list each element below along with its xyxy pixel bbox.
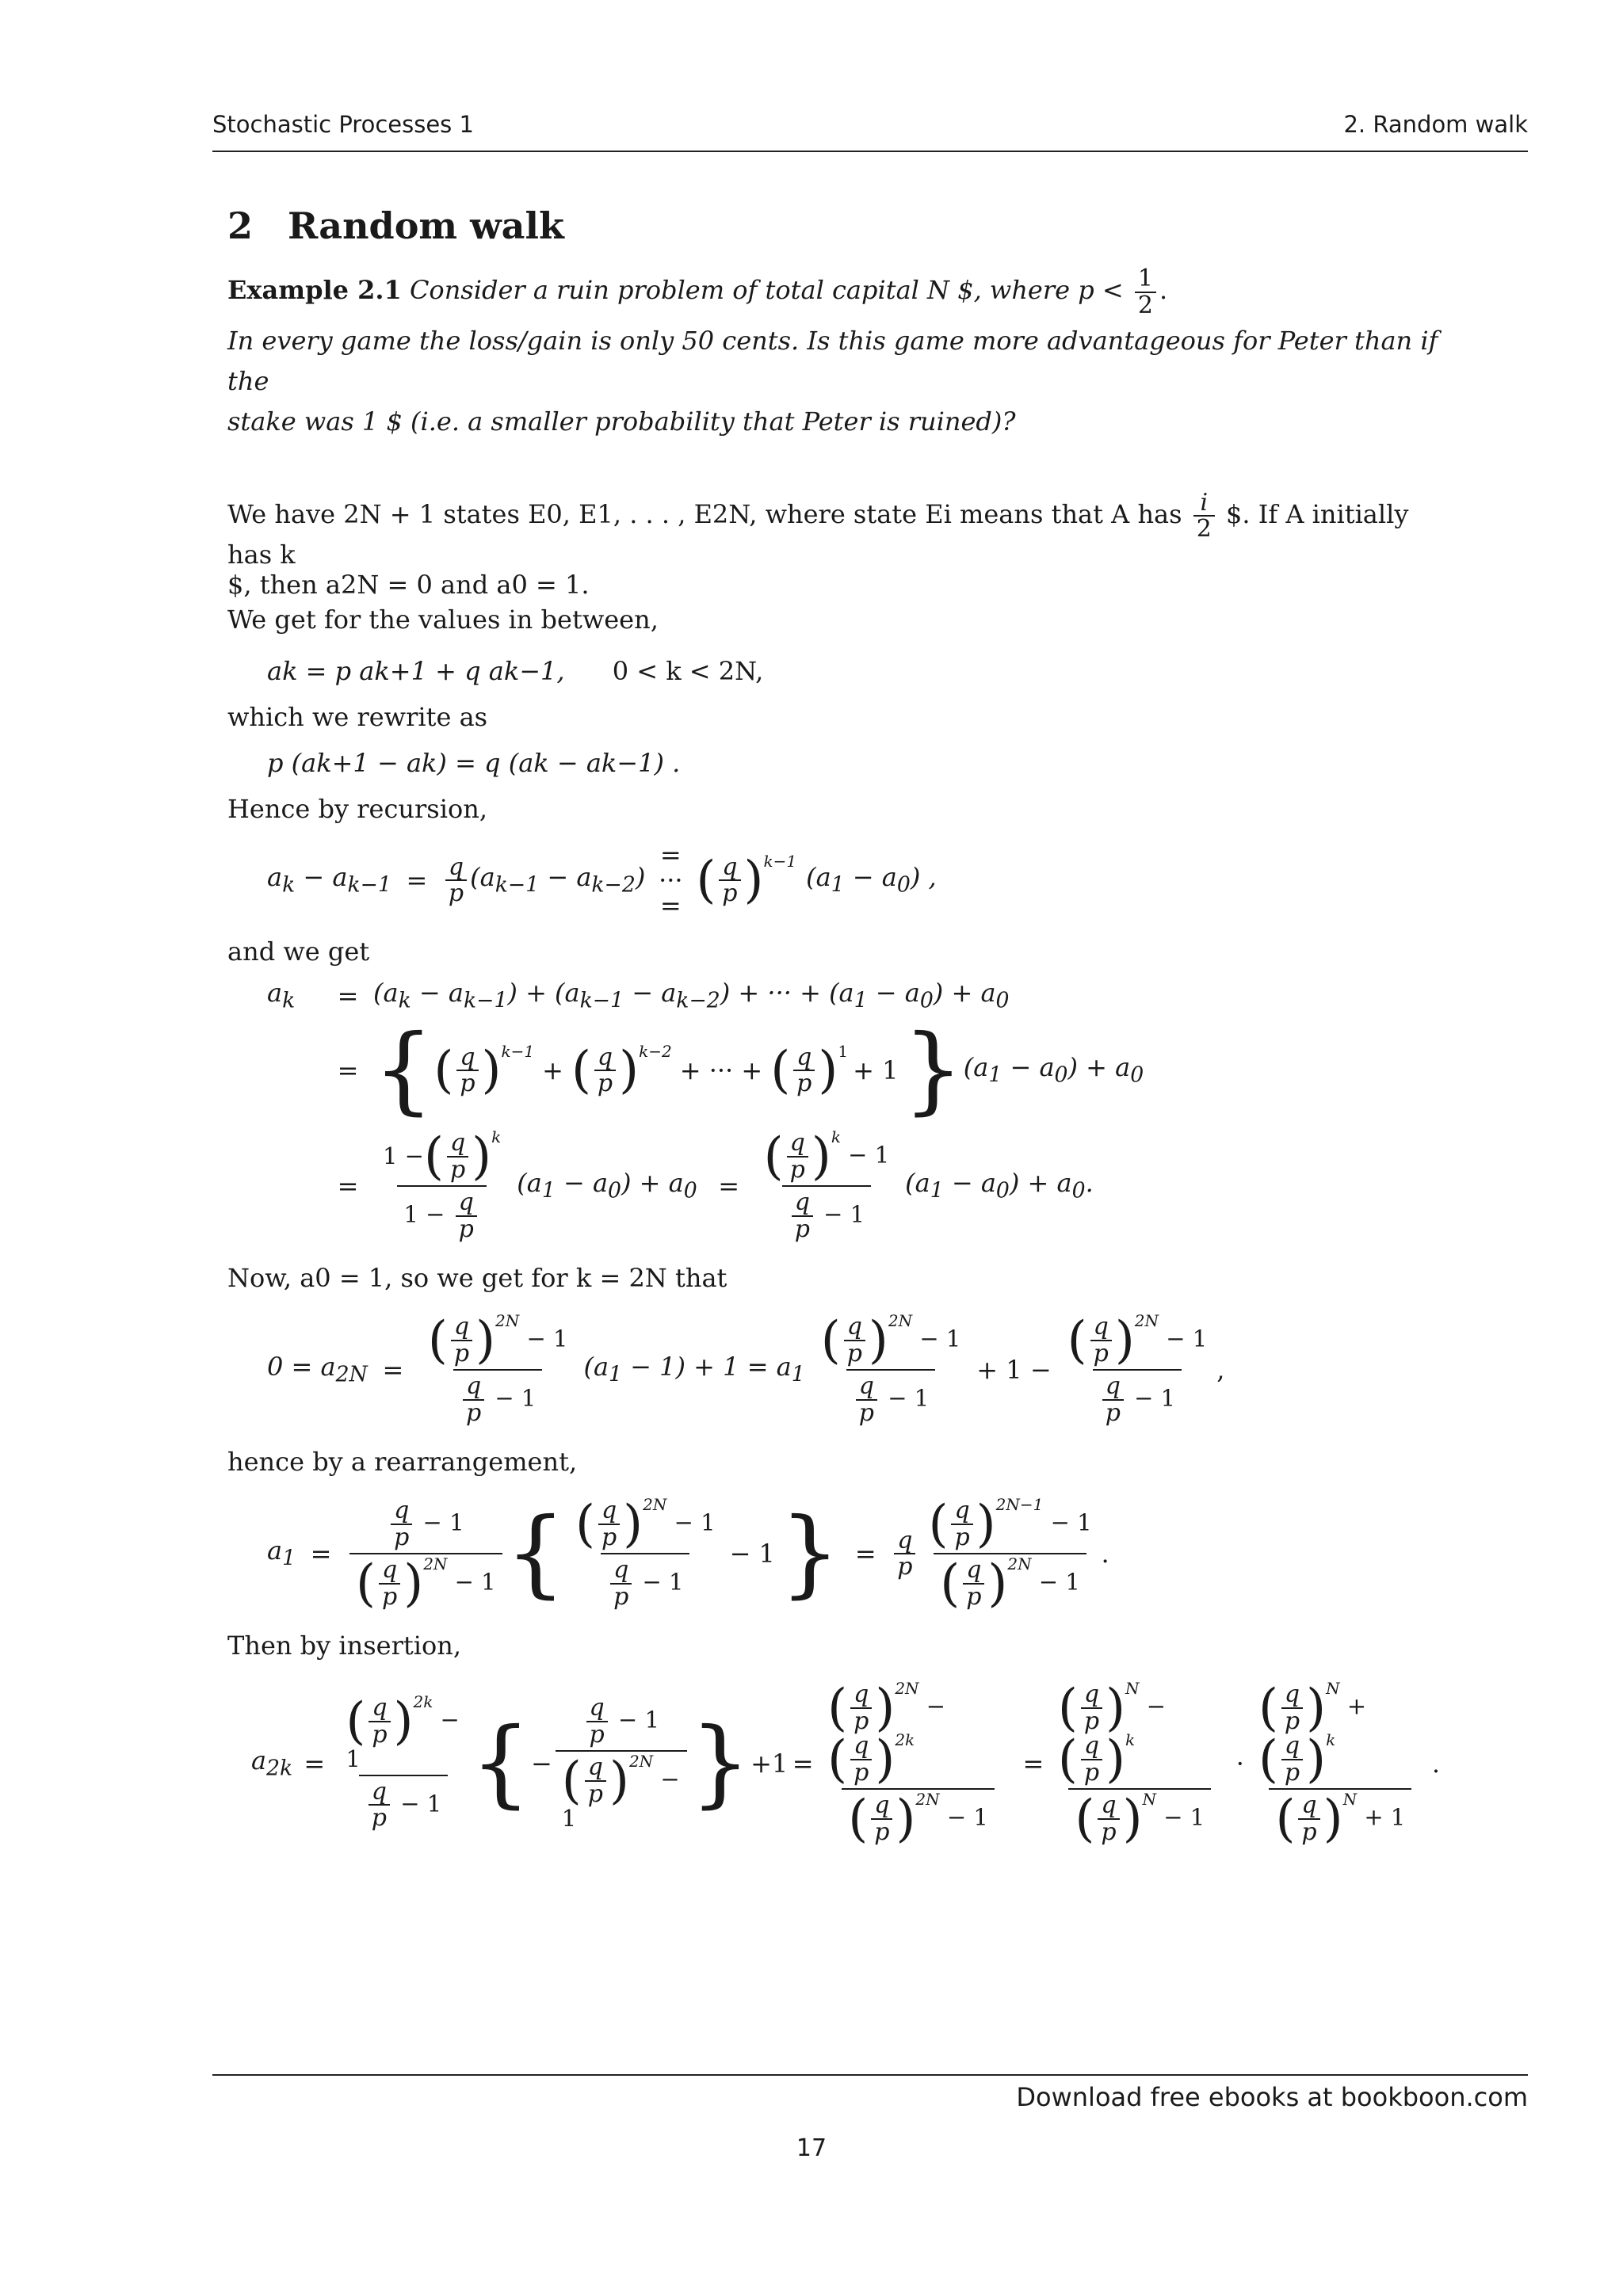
equation-rewritten: p (ak+1 − ak) = q (ak − ak−1) .: [267, 748, 681, 779]
footer-link[interactable]: Download free ebooks at bookboon.com: [1016, 2082, 1528, 2112]
i-over-2-fraction: $\frac{i}{2}$: [1193, 490, 1215, 542]
equation-ak-expansion: $a_k$ = $(a_k - a_{k-1}) + (a_{k-1} - a_{k-2})$ + ··· + $(a_1 - a_0) + a_0$ = { ( $\frac{q}{p}$ ) k−1 + ( $\frac{q}{p}$ ) k−2 + ··· + ( $\frac{q}{p}$ ) 1 + 1 } $(a_1 - a_0) + a_0$ = 1 − ( $\frac{q}{p}$ ) k 1 − $\frac{q}{p}$ $(a_1 - a_0) + a_0$ = ( $\frac{q}{p}$ ) k − 1 $\frac{q}{p}$ − 1 $(a_1 - a_0) + a_0$.: [267, 975, 1440, 1245]
running-header: [212, 111, 1528, 152]
equation-recurrence: ak = p ak+1 + q ak−1, 0 < k < 2N,: [267, 656, 764, 687]
paragraph-insertion: Then by insertion,: [227, 1630, 462, 1661]
paragraph-rearrangement: hence by a rearrangement,: [227, 1447, 578, 1478]
example-line-3: stake was 1 $ (i.e. a smaller probability that Peter is ruined)?: [227, 406, 1016, 437]
footer-divider: [212, 2074, 1528, 2076]
example-fraction: $\frac{1}{2}$: [1135, 266, 1156, 318]
equation-a2N: $0 = a_{2N}$ = ( $\frac{q}{p}$ ) 2N − 1 $\frac{q}{p}$ − 1 $(a_1 - 1) + 1 = a_1$ ( $\frac{q}{p}$ ) 2N − 1 $\frac{q}{p}$ − 1 + 1 − ( $\frac{q}{p}$ ) 2N − 1 $\frac{q}{p}$ − 1 ,: [267, 1311, 1440, 1428]
example-line-2: In every game the loss/gain is only 50 cents. Is this game more advantageous for Peter than if the: [227, 326, 1438, 397]
paragraph-between: We get for the values in between,: [227, 605, 659, 635]
paragraph-rewrite: which we rewrite as: [227, 702, 488, 733]
example-statement: Example 2.1 Consider a ruin problem of total capital N $, where p < $\frac{1}{2}$ .: [227, 265, 1168, 319]
page-content: [227, 204, 1440, 1868]
example-line-1: Consider a ruin problem of total capital N $, where p <: [409, 275, 1124, 305]
paragraph-states: We have 2N + 1 states E0, E1, . . . , E2N, where state Ei means that A has $\frac{i}{2}$ $. If A initially has k: [227, 488, 1409, 570]
paragraph-now: Now, a0 = 1, so we get for k = 2N that: [227, 1263, 727, 1294]
header-book-title: Stochastic Processes 1: [212, 111, 474, 138]
paragraph-boundary: $, then a2N = 0 and a0 = 1.: [227, 569, 590, 600]
example-label: Example 2.1: [227, 275, 402, 305]
equation-a2k: $a_{2k}$ = ( $\frac{q}{p}$ ) 2k − 1 $\frac{q}{p}$ − 1 { − $\frac{q}{p}$ − 1 ( $\frac{q}{p}$ ) 2N − 1 } +1 = ( $\frac{q}{p}$ ) 2N − ( $\frac{q}{p}$ ) 2k ( $\frac{q}{p}$ ) 2N − 1 = ( $\frac{q}{p}$ ) N − ( $\frac{q}{p}$ ) k ( $\frac{q}{p}$ ) N − 1 · ( $\frac{q}{p}$ ) N + ( $\frac{q}{p}$ ) k ( $\frac{q}{p}$ ) N + 1 .: [251, 1678, 1440, 1848]
section-heading: [227, 204, 1440, 247]
section-title: Random walk: [288, 204, 564, 247]
section-number: 2: [227, 204, 254, 247]
page-number: 17: [796, 2134, 827, 2162]
paragraph-and-we-get: and we get: [227, 936, 370, 967]
header-chapter-title: 2. Random walk: [1343, 111, 1528, 138]
paragraph-recursion: Hence by recursion,: [227, 794, 487, 825]
equation-recursion: $a_k - a_{k-1}$ = $\frac{q}{p}$ $(a_{k-1} - a_{k-2})$ = ··· = ( $\frac{q}{p}$ ) k−1 $(a_1 - a_0)$ ,: [267, 840, 937, 921]
equation-a1: $a_1$ = $\frac{q}{p}$ − 1 ( $\frac{q}{p}$ ) 2N − 1 { ( $\frac{q}{p}$ ) 2N − 1 $\frac{q}{p}$ − 1 − 1 } = $\frac{q}{p}$ ( $\frac{q}{p}$ ) 2N−1 − 1 ( $\frac{q}{p}$ ) 2N − 1 .: [267, 1494, 1109, 1613]
